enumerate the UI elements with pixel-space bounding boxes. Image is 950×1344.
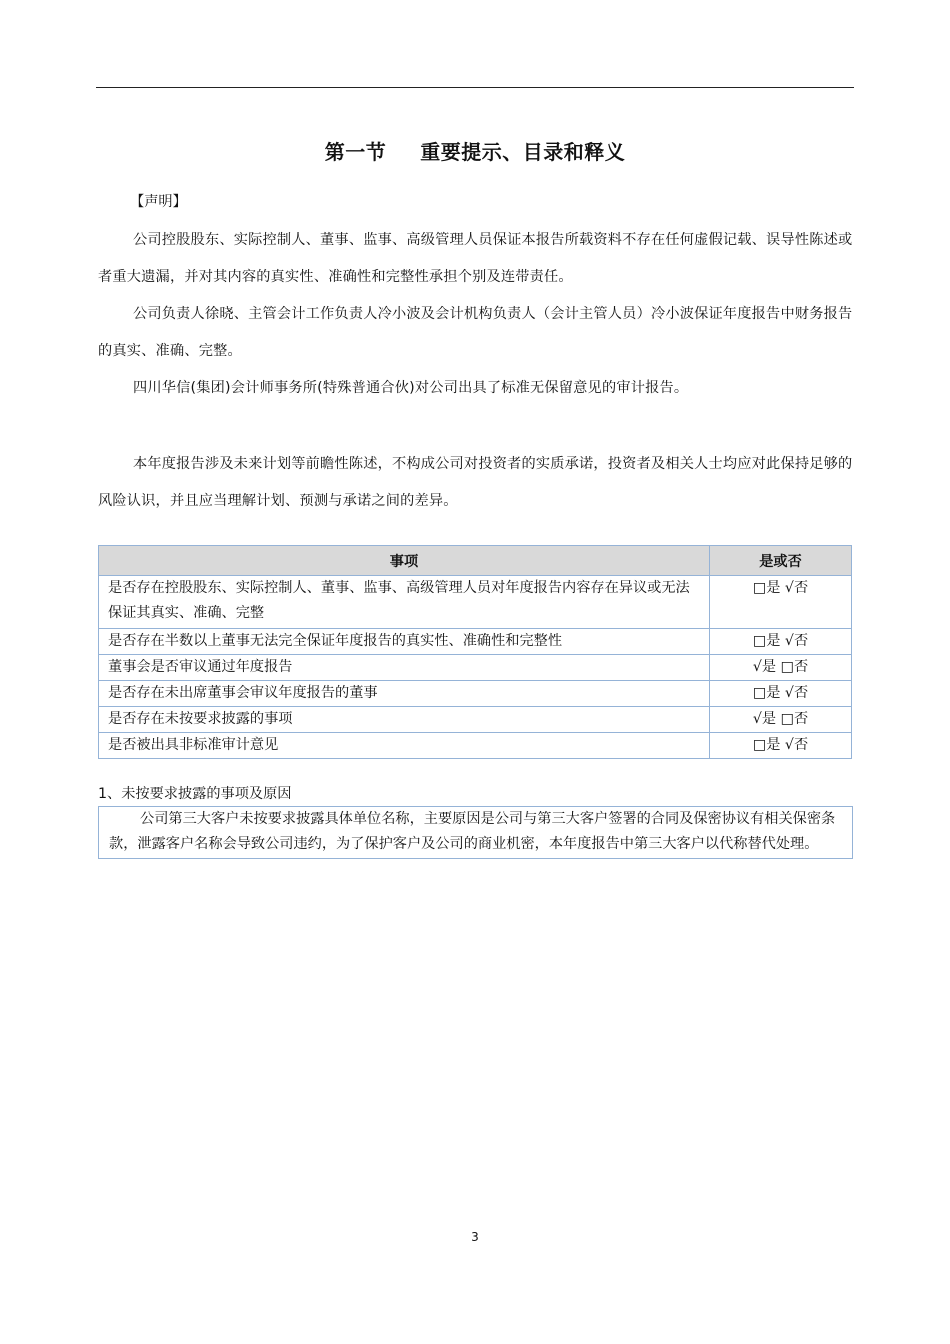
section-title xyxy=(96,136,854,165)
table-row xyxy=(99,576,852,629)
row-question: 是否被出具非标准审计意见 xyxy=(99,733,710,759)
paragraph-forward-looking: 本年度报告涉及未来计划等前瞻性陈述，不构成公司对投资者的实质承诺，投资者及相关人士均应对此保持足够的风险认识，并且应当理解计划、预测与承诺之间的差异。 xyxy=(98,456,853,509)
row-answer: □是 √否 xyxy=(710,681,852,707)
confirmation-table xyxy=(98,545,852,759)
paragraph-responsible-persons: 公司负责人徐晓、主管会计工作负责人冷小波及会计机构负责人（会计主管人员）冷小波保证年度报告中财务报告的真实、准确、完整。 xyxy=(98,306,853,359)
paragraph-guarantee: 公司控股股东、实际控制人、董事、监事、高级管理人员保证本报告所载资料不存在任何虚假记载、误导性陈述或者重大遗漏，并对其内容的真实性、准确性和完整性承担个别及连带责任。 xyxy=(98,232,853,285)
table-header-row xyxy=(99,546,852,576)
paragraph-audit: 四川华信(集团)会计师事务所(特殊普通合伙)对公司出具了标准无保留意见的审计报告。 xyxy=(133,380,689,396)
row-answer: □是 √否 xyxy=(710,733,852,759)
undisclosed-note-box xyxy=(98,806,853,859)
header-rule xyxy=(96,87,854,88)
table-row xyxy=(99,681,852,707)
row-question: 是否存在控股股东、实际控制人、董事、监事、高级管理人员对年度报告内容存在异议或无法保证其真实、准确、完整 xyxy=(99,576,710,629)
row-answer: √是 □否 xyxy=(710,655,852,681)
table-row xyxy=(99,733,852,759)
undisclosed-heading: 1、未按要求披露的事项及原因 xyxy=(98,786,292,802)
page-number: 3 xyxy=(471,1230,479,1244)
row-question: 是否存在半数以上董事无法完全保证年度报告的真实性、准确性和完整性 xyxy=(99,629,710,655)
table-row xyxy=(99,707,852,733)
undisclosed-text: 公司第三大客户未按要求披露具体单位名称，主要原因是公司与第三大客户签署的合同及保密协议有相关保密条款，泄露客户名称会导致公司违约，为了保护客户及公司的商业机密，本年度报告中第三大客户以代称替代处理。 xyxy=(109,811,836,852)
row-answer: √是 □否 xyxy=(710,707,852,733)
section-heading: 重要提示、目录和释义 xyxy=(420,140,626,164)
header-item: 事项 xyxy=(99,546,710,576)
declaration-label: 【声明】 xyxy=(130,194,187,210)
section-number: 第一节 xyxy=(324,140,387,164)
table-row xyxy=(99,629,852,655)
table-row xyxy=(99,655,852,681)
row-question: 董事会是否审议通过年度报告 xyxy=(99,655,710,681)
row-answer: □是 √否 xyxy=(710,576,852,629)
header-yes-no: 是或否 xyxy=(710,546,852,576)
row-answer: □是 √否 xyxy=(710,629,852,655)
row-question: 是否存在未出席董事会审议年度报告的董事 xyxy=(99,681,710,707)
row-question: 是否存在未按要求披露的事项 xyxy=(99,707,710,733)
